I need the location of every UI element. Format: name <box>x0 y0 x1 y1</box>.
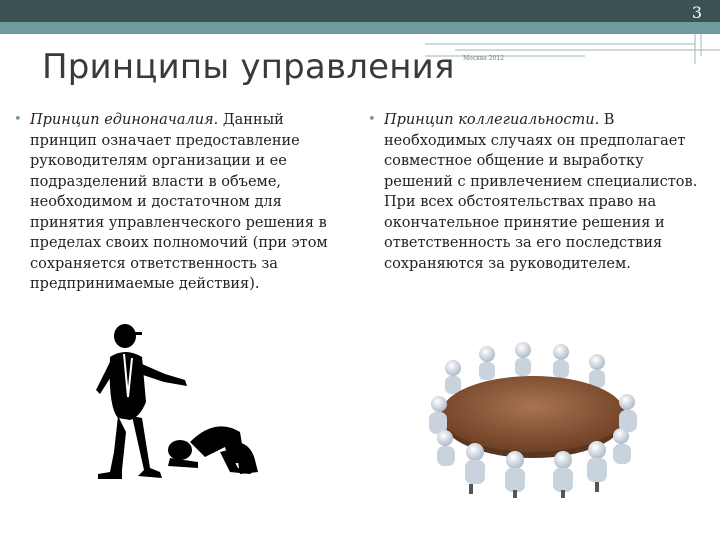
boss-pointing-illustration <box>80 322 290 482</box>
left-column <box>14 110 344 295</box>
round-table-meeting-illustration <box>425 340 645 500</box>
page-title: Принципы управления <box>42 47 455 87</box>
right-text: В необходимых случаях он предполагает совместное общение и выработку решений с привлечением специалистов. При всех обстоятельствах право на окончательное принятие решения и ответственность за его последствия сохраняются за руководителем. <box>384 112 698 272</box>
left-paragraph <box>14 110 344 295</box>
left-term: Принцип единоначалия. <box>30 112 219 128</box>
top-bar <box>0 0 720 22</box>
right-paragraph <box>368 110 708 274</box>
tiny-caption: Москва 2012 <box>463 55 504 62</box>
slide-number: 3 <box>691 3 702 22</box>
left-text: Данный принцип означает предоставление руководителям организации и ее подразделений власти в объеме, необходимом и достаточном для принятия управленческого решения в пределах своих полномочий (при этом сохраняется ответственность за предпринимаемые действия). <box>30 112 328 292</box>
top-accent-bar <box>0 22 720 34</box>
right-column <box>368 110 708 274</box>
bullet-icon: • <box>368 112 376 127</box>
bullet-icon: • <box>14 112 22 127</box>
right-term: Принцип коллегиальности. <box>384 112 600 128</box>
